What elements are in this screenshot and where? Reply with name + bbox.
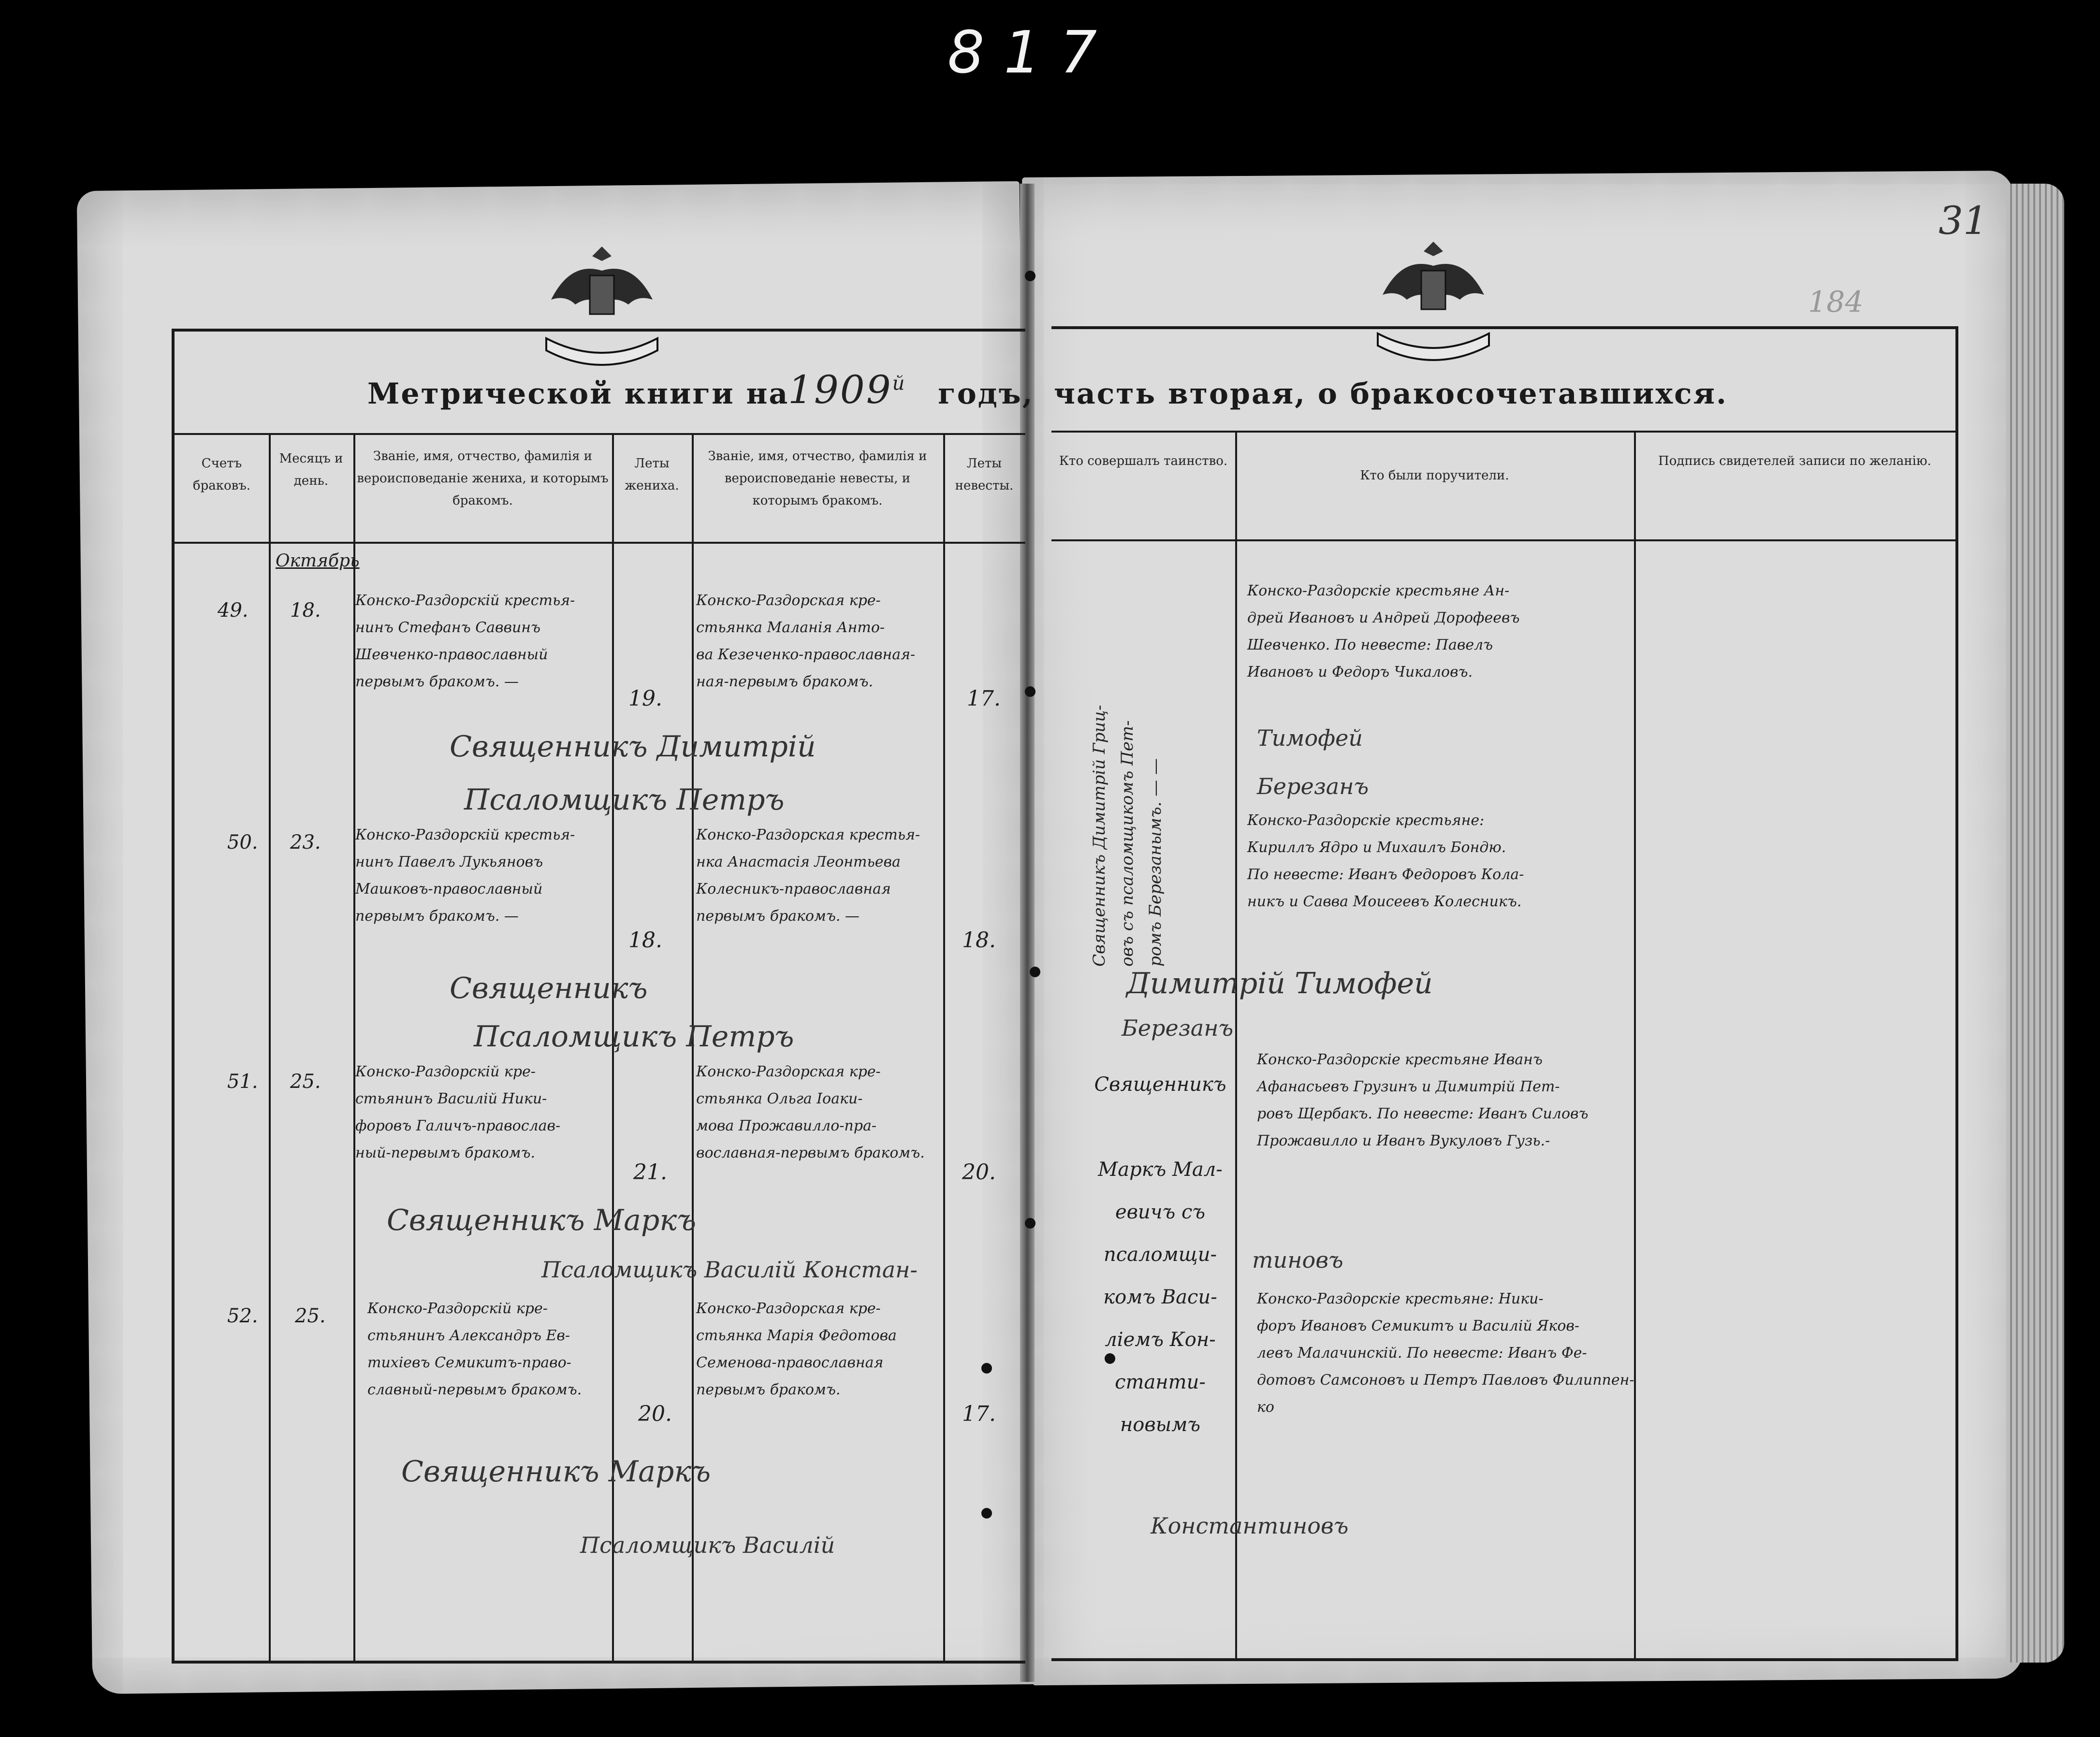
book-year xyxy=(788,367,906,412)
frame-number: 817 xyxy=(948,19,1117,87)
bride-description: Конско-Раздорская кре- стьянка Марія Федотова Семенова-православная первымъ бракомъ. xyxy=(696,1300,897,1398)
page-edges xyxy=(2006,184,2064,1663)
signature-priest: Священникъ Маркъ xyxy=(401,1455,711,1489)
bride-age: 17. xyxy=(962,1402,996,1426)
signature-witness: Димитрій Тимофей xyxy=(1126,967,1433,1000)
col-header-bride: Званіе, имя, отчество, фамилія и вероисповеданіе невесты, и которымъ бракомъ. xyxy=(708,449,927,508)
officiant-vertical: Священникъ Димитрій Гриц- овъ съ псаломщикомъ Пет- ромъ Березанымъ. — — xyxy=(1090,705,1165,967)
groom-description: Конско-Раздорскій кре- стьянинъ Александръ Ев- тихіевъ Семикитъ-право- славный-первымъ бракомъ. xyxy=(367,1300,582,1398)
signature-priest: Священникъ xyxy=(450,971,648,1005)
entry-number: 52. xyxy=(227,1305,258,1327)
signature-witness: Константиновъ xyxy=(1151,1513,1349,1539)
signature-psalmist: Псаломщикъ Петръ xyxy=(474,1020,794,1054)
signature-priest: Священникъ Димитрій xyxy=(450,730,816,764)
entry-number: 50. xyxy=(227,831,258,854)
bride-description: Конско-Раздорская крестья- нка Анастасія Леонтьева Колесникъ-православная первымъ бракомъ. — xyxy=(696,826,920,925)
sureties: Конско-Раздорскіе крестьяне: Ники- форъ Ивановъ Семикитъ и Василій Яков- левъ Малачинскій. По невесте: Иванъ Фе- дотовъ Самсоновъ и Петръ Павловъ Филиппен- ко xyxy=(1257,1290,1634,1416)
col-header-witness-signatures: Подпись свидетелей записи по желанію. xyxy=(1658,454,1931,468)
signature-psalmist: Псаломщикъ Василій xyxy=(580,1532,835,1558)
column-divider xyxy=(1634,431,1636,1658)
signature-psalmist: Псаломщикъ Василій Констан- xyxy=(541,1257,918,1283)
title-rule xyxy=(1051,431,1955,433)
header-rule xyxy=(175,542,1025,544)
groom-description: Конско-Раздорскій кре- стьянинъ Василій Ники- форовъ Галичъ-православ- ный-первымъ бракомъ. xyxy=(355,1063,561,1161)
month-label: Октябрь xyxy=(276,551,360,571)
bride-description: Конско-Раздорская кре- стьянка Маланія Анто- ва Кезеченко-православная- ная-первымъ бракомъ. xyxy=(696,592,916,690)
groom-age: 19. xyxy=(628,686,662,711)
column-divider xyxy=(943,433,945,1661)
entry-day: 23. xyxy=(290,831,321,854)
bride-description: Конско-Раздорская кре- стьянка Ольга Іоаки- мова Прожавилло-пра- вославная-первымъ бракомъ. xyxy=(696,1063,925,1161)
bride-age: 20. xyxy=(962,1160,996,1185)
col-header-date: Месяцъ и день. xyxy=(279,451,343,488)
column-divider xyxy=(1235,431,1237,1658)
officiant: Священникъ Маркъ Мал- евичъ съ псаломщи- комъ Васи- ліемъ Кон- станти- новымъ xyxy=(1094,1073,1226,1436)
groom-age: 20. xyxy=(638,1402,672,1426)
groom-description: Конско-Раздорскій крестья- нинъ Стефанъ Саввинъ Шевченко-православный первымъ бракомъ. — xyxy=(355,592,575,690)
header-rule xyxy=(1051,539,1955,541)
column-divider xyxy=(269,433,271,1661)
groom-age: 18. xyxy=(628,928,662,953)
entry-day: 18. xyxy=(290,599,321,622)
groom-description: Конско-Раздорскій крестья- нинъ Павелъ Лукьяновъ Машковъ-православный первымъ бракомъ. — xyxy=(355,826,575,925)
signature-psalmist: Псаломщикъ Петръ xyxy=(464,783,785,817)
entry-number: 51. xyxy=(227,1071,258,1093)
groom-age: 21. xyxy=(633,1160,667,1185)
entry-day: 25. xyxy=(290,1071,321,1093)
sureties: Конско-Раздорскіе крестьяне Иванъ Афанасьевъ Грузинъ и Димитрій Пет- ровъ Щербакъ. По невесте: Иванъ Силовъ Прожавилло и Иванъ Вукуловъ Гузь.- xyxy=(1257,1051,1589,1149)
signature-witness: Березанъ xyxy=(1257,773,1369,799)
entry-day: 25. xyxy=(295,1305,326,1327)
col-header-bride-age: Леты невесты. xyxy=(955,456,1014,493)
signature-witness: тиновъ xyxy=(1252,1247,1343,1273)
signature-priest: Священникъ Маркъ xyxy=(387,1203,697,1237)
year-suffix: й xyxy=(892,372,906,395)
stamp-number: 184 xyxy=(1808,285,1864,319)
col-header-sureties: Кто были поручители. xyxy=(1360,468,1509,483)
title-rule xyxy=(175,433,1025,435)
page-number: 31 xyxy=(1939,198,1988,243)
year-value: 1909 xyxy=(788,367,892,412)
sureties: Конско-Раздорскіе крестьяне: Кириллъ Ядро и Михаилъ Бондю. По невесте: Иванъ Федоровъ Кола- никъ и Савва Моисеевъ Колесникъ. xyxy=(1247,812,1524,910)
sureties: Конско-Раздорскіе крестьяне Ан- дрей Ивановъ и Андрей Дорофеевъ Шевченко. По невесте: Павелъ Ивановъ и Федоръ Чикаловъ. xyxy=(1247,582,1520,680)
col-header-count: Счетъ браковъ. xyxy=(192,456,251,493)
bride-age: 17. xyxy=(967,686,1001,711)
signature-witness: Тимофей xyxy=(1257,725,1363,751)
col-header-officiant: Кто совершалъ таинство. xyxy=(1059,454,1228,468)
book-title-end: годъ, xyxy=(938,377,1034,411)
bride-age: 18. xyxy=(962,928,996,953)
col-header-groom: Званіе, имя, отчество, фамилія и вероисповеданіе жениха, и которымъ бракомъ. xyxy=(357,449,609,508)
entry-number: 49. xyxy=(218,599,248,622)
signature-witness: Березанъ xyxy=(1122,1015,1234,1041)
book-part-title: часть вторая, о бракосочетавшихся. xyxy=(1054,377,1728,411)
book-title: Метрической книги на xyxy=(367,377,789,411)
col-header-groom-age: Леты жениха. xyxy=(625,456,679,493)
